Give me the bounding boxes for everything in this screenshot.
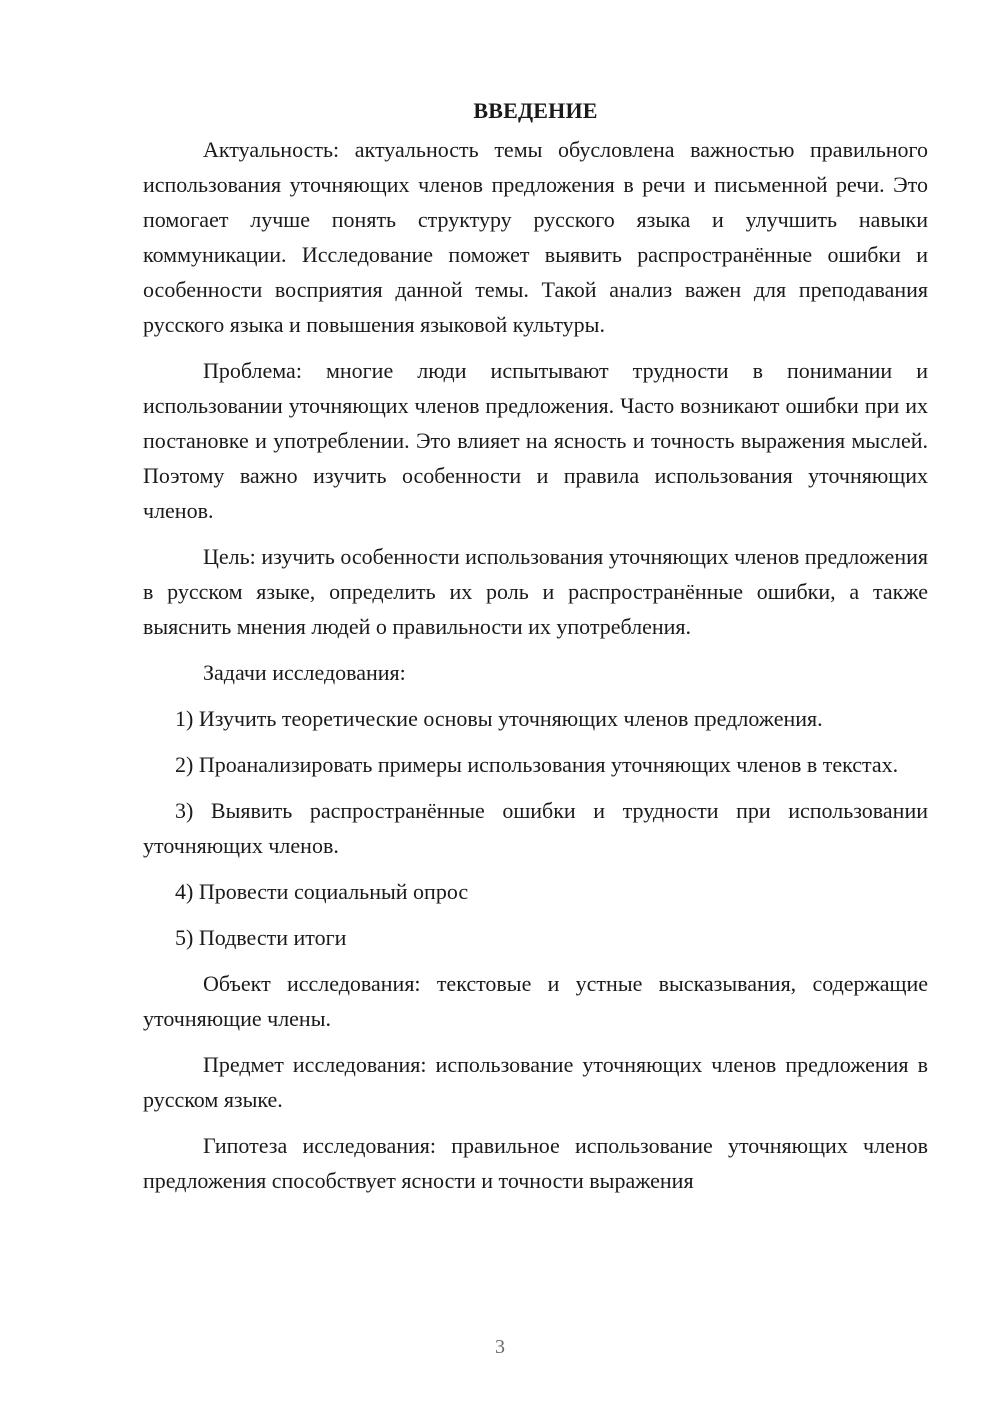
task-item-2: 2) Проанализировать примеры использования уточняющих членов в текстах. (175, 752, 899, 777)
task-item-3: 3) Выявить распространённые ошибки и трудности при использовании уточняющих членов. (143, 798, 928, 858)
task-item-1: 1) Изучить теоретические основы уточняющих членов предложения. (175, 706, 823, 731)
goal-paragraph: Цель: изучить особенности использования уточняющих членов предложения в русском языке, определить их роль и распространённые ошибки, а также выяснить мнения людей о правильности их употребления. (143, 544, 928, 639)
problem-paragraph: Проблема: многие люди испытывают трудности в понимании и использовании уточняющих членов предложения. Часто возникают ошибки при их постановке и употреблении. Это влияет на ясность и точность выражения мыслей. Поэтому важно изучить особенности и правила использования уточняющих членов. (143, 358, 928, 523)
hypothesis-paragraph: Гипотеза исследования: правильное использование уточняющих членов предложения способствует ясности и точности выражения (143, 1133, 928, 1193)
object-paragraph: Объект исследования: текстовые и устные высказывания, содержащие уточняющие члены. (143, 971, 928, 1031)
tasks-heading: Задачи исследования: (203, 660, 406, 685)
subject-paragraph: Предмет исследования: использование уточняющих членов предложения в русском языке. (143, 1052, 928, 1112)
task-item-4: 4) Провести социальный опрос (175, 879, 469, 904)
task-item-5: 5) Подвести итоги (175, 925, 347, 950)
section-title: ВВЕДЕНИЕ (473, 98, 598, 123)
page-number: 3 (495, 1336, 505, 1358)
relevance-paragraph: Актуальность: актуальность темы обусловлена важностью правильного использования уточняющих членов предложения в речи и письменной речи. Это помогает лучше понять структуру русского языка и улучшить навыки коммуникации. Исследование поможет выявить распространённые ошибки и особенности восприятия данной темы. Такой анализ важен для преподавания русского языка и повышения языковой культуры. (143, 137, 928, 337)
page-content (143, 96, 928, 1209)
